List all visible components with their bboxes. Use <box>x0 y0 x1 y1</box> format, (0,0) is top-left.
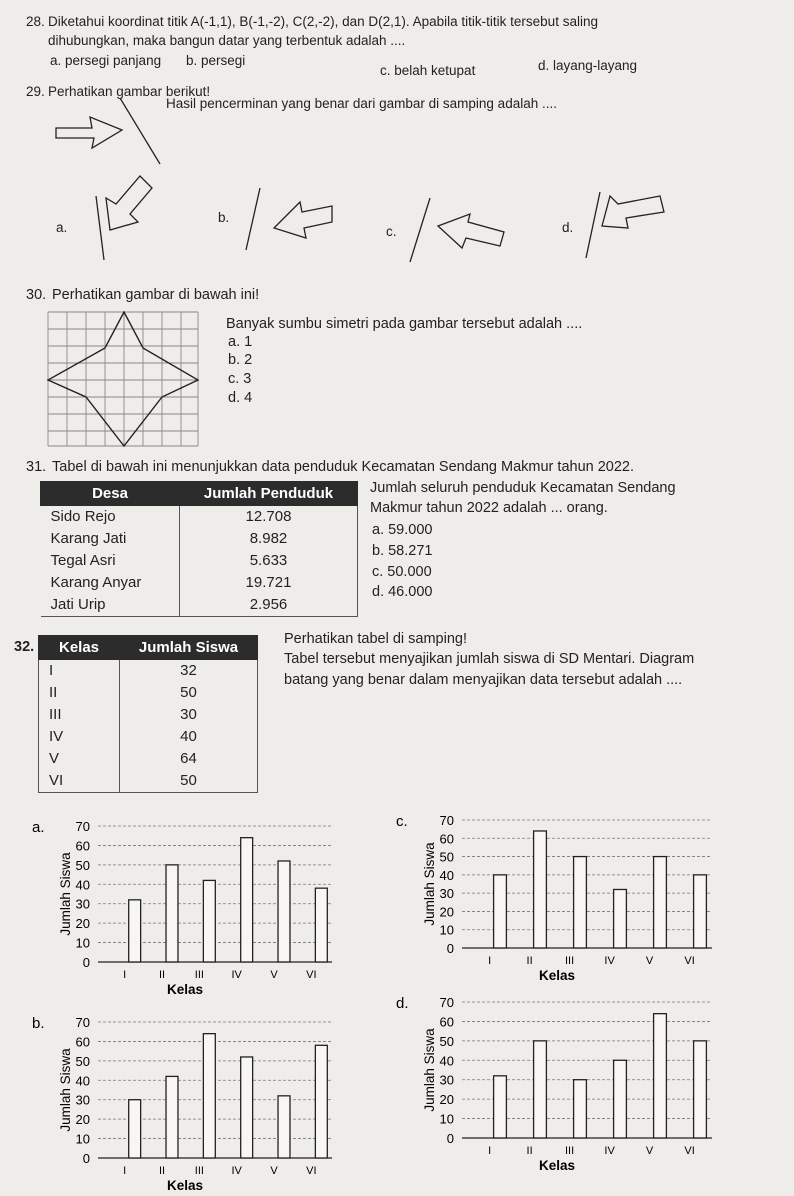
table-row <box>41 594 358 617</box>
bar <box>278 1096 290 1158</box>
q28-number: 28. <box>26 14 45 29</box>
chart-b <box>28 1008 342 1196</box>
q29-option-c: c. <box>386 224 397 239</box>
q30-option-a: a. 1 <box>228 334 253 350</box>
q31-option-d: d. 46.000 <box>372 584 433 600</box>
bar <box>654 1014 667 1138</box>
y-tick-label: 30 <box>439 886 454 902</box>
q28-option-a: a. persegi panjang <box>50 53 162 68</box>
q31-population-table <box>40 481 358 617</box>
y-tick-label: 10 <box>439 1111 454 1127</box>
q32-cell-jumlah: 50 <box>180 684 197 701</box>
chart-option-label: c. <box>396 813 408 830</box>
y-tick-label: 40 <box>75 1073 90 1089</box>
q30-text: Perhatikan gambar di bawah ini! <box>52 287 260 303</box>
x-tick-label: VI <box>684 955 695 967</box>
q32-cell-jumlah: 40 <box>180 728 197 745</box>
y-tick-label: 60 <box>439 1014 454 1030</box>
y-tick-label: 0 <box>82 1151 90 1166</box>
y-tick-label: 70 <box>75 1015 90 1030</box>
table-row <box>39 682 258 704</box>
y-tick-label: 20 <box>439 904 454 920</box>
q32-cell-kelas: III <box>39 704 120 726</box>
x-tick-label: II <box>526 1145 533 1157</box>
x-tick-label: IV <box>231 969 242 981</box>
bar <box>315 888 327 962</box>
y-tick-label: 20 <box>75 1112 90 1128</box>
x-tick-label: I <box>488 1145 492 1157</box>
table-row <box>41 550 358 572</box>
y-tick-label: 0 <box>82 955 90 970</box>
y-axis-label: Jumlah Siswa <box>422 1028 437 1112</box>
x-tick-label: II <box>526 955 533 967</box>
q32-header-jumlah: Jumlah Siswa <box>120 636 258 660</box>
bar <box>494 875 507 948</box>
bar <box>614 889 627 948</box>
table-row <box>39 660 258 683</box>
q32-cell-kelas: II <box>39 682 120 704</box>
bar <box>614 1060 627 1138</box>
q29-option-c-figure <box>396 192 516 272</box>
x-tick-label: IV <box>231 1165 242 1177</box>
q32-number: 32. <box>14 639 35 655</box>
bar <box>494 1076 507 1138</box>
table-row <box>39 704 258 726</box>
x-tick-label: III <box>194 1165 204 1177</box>
q30-star-grid-figure <box>46 310 202 450</box>
q31-cell-desa: Karang Anyar <box>41 572 180 594</box>
q30-number: 30. <box>26 287 47 303</box>
y-tick-label: 10 <box>75 935 90 951</box>
x-tick-label: I <box>123 1165 127 1177</box>
y-tick-label: 30 <box>75 1092 90 1108</box>
x-axis-label: Kelas <box>538 1158 576 1173</box>
x-tick-label: VI <box>306 969 317 981</box>
bar <box>654 857 667 948</box>
x-tick-label: V <box>270 969 278 981</box>
q29-option-a-figure <box>80 168 170 268</box>
q32-cell-jumlah: 64 <box>180 750 197 767</box>
q31-cell-jumlah: 2.956 <box>249 596 288 613</box>
q28-option-b: b. persegi <box>186 53 246 68</box>
bar <box>534 831 547 948</box>
q29-text: Perhatikan gambar berikut! <box>48 84 211 99</box>
q30-question: Banyak sumbu simetri pada gambar tersebut adalah .... <box>226 316 583 332</box>
bar <box>694 1041 707 1138</box>
y-tick-label: 50 <box>439 1033 454 1049</box>
y-tick-label: 10 <box>439 922 454 938</box>
x-tick-label: III <box>565 955 575 967</box>
bar <box>129 1100 141 1158</box>
bar <box>203 880 215 962</box>
q31-cell-jumlah: 8.982 <box>249 530 288 547</box>
q32-header-kelas: Kelas <box>39 636 120 660</box>
q32-text-line3: batang yang benar dalam menyajikan data tersebut adalah .... <box>284 672 683 688</box>
y-tick-label: 20 <box>75 916 90 932</box>
q31-text: Tabel di bawah ini menunjukkan data penduduk Kecamatan Sendang Makmur tahun 2022. <box>52 459 635 475</box>
x-tick-label: I <box>123 969 127 981</box>
q29-option-b: b. <box>218 210 230 225</box>
chart-c <box>392 806 722 986</box>
y-tick-label: 30 <box>75 896 90 912</box>
q31-cell-jumlah: 12.708 <box>245 508 292 525</box>
q29-option-d-figure <box>576 186 676 262</box>
x-tick-label: III <box>194 969 204 981</box>
y-tick-label: 40 <box>75 877 90 893</box>
q29-option-d: d. <box>562 220 574 235</box>
bar <box>694 875 707 948</box>
y-axis-label: Jumlah Siswa <box>58 1048 73 1132</box>
q32-cell-kelas: V <box>39 748 120 770</box>
x-tick-label: VI <box>306 1165 317 1177</box>
q32-text-line2: Tabel tersebut menyajikan jumlah siswa di SD Mentari. Diagram <box>284 651 695 667</box>
x-tick-label: V <box>270 1165 278 1177</box>
q31-cell-desa: Karang Jati <box>41 528 180 550</box>
q29-option-a: a. <box>56 220 68 235</box>
x-tick-label: III <box>565 1145 575 1157</box>
bar <box>534 1041 547 1138</box>
y-tick-label: 50 <box>75 1053 90 1069</box>
q31-header-jumlah: Jumlah Penduduk <box>180 482 358 506</box>
y-tick-label: 30 <box>439 1072 454 1088</box>
x-axis-label: Kelas <box>538 968 576 983</box>
chart-a <box>28 812 342 1000</box>
bar <box>166 865 178 962</box>
y-tick-label: 60 <box>439 831 454 847</box>
bar <box>166 1076 178 1158</box>
q31-option-b: b. 58.271 <box>372 543 433 559</box>
x-axis-label: Kelas <box>166 982 204 997</box>
q28-text-line2: dihubungkan, maka bangun datar yang terbentuk adalah .... <box>48 33 406 48</box>
y-tick-label: 70 <box>439 813 454 828</box>
x-tick-label: VI <box>684 1145 695 1157</box>
y-tick-label: 40 <box>439 867 454 883</box>
q32-students-table <box>38 635 258 793</box>
q31-option-c: c. 50.000 <box>372 564 432 580</box>
q32-cell-jumlah: 30 <box>180 706 197 723</box>
y-tick-label: 70 <box>75 819 90 834</box>
q30-option-b: b. 2 <box>228 352 253 368</box>
q32-cell-kelas: I <box>39 660 120 683</box>
q31-cell-desa: Tegal Asri <box>41 550 180 572</box>
table-row <box>39 770 258 793</box>
x-tick-label: II <box>158 969 166 981</box>
q31-cell-jumlah: 5.633 <box>249 552 288 569</box>
chart-d <box>392 988 722 1176</box>
table-row <box>41 572 358 594</box>
q32-cell-kelas: IV <box>39 726 120 748</box>
y-tick-label: 60 <box>75 1034 90 1050</box>
q31-number: 31. <box>26 459 47 475</box>
q31-header-desa: Desa <box>41 482 180 506</box>
bar <box>278 861 290 962</box>
q31-cell-desa: Sido Rejo <box>41 506 180 529</box>
y-tick-label: 0 <box>446 941 454 956</box>
x-tick-label: II <box>158 1165 166 1177</box>
q32-cell-kelas: VI <box>39 770 120 793</box>
table-row <box>39 726 258 748</box>
chart-option-label: b. <box>32 1015 45 1032</box>
q30-option-d: d. 4 <box>228 390 253 406</box>
bar <box>241 1057 253 1158</box>
bar <box>129 900 141 962</box>
q31-question-line2: Makmur tahun 2022 adalah ... orang. <box>370 500 608 516</box>
q29-option-b-figure <box>236 180 346 260</box>
q29-original-arrow-figure <box>40 92 180 172</box>
bar <box>574 1080 587 1138</box>
table-row <box>39 748 258 770</box>
x-tick-label: V <box>645 955 654 967</box>
q32-text-line1: Perhatikan tabel di samping! <box>284 631 467 647</box>
y-axis-label: Jumlah Siswa <box>422 842 437 926</box>
y-axis-label: Jumlah Siswa <box>58 852 73 936</box>
y-tick-label: 20 <box>439 1092 454 1108</box>
y-tick-label: 10 <box>75 1131 90 1147</box>
x-tick-label: IV <box>604 955 615 967</box>
bar <box>203 1034 215 1158</box>
x-axis-label: Kelas <box>166 1178 204 1193</box>
x-tick-label: IV <box>604 1145 615 1157</box>
q28-text-line1: Diketahui koordinat titik A(-1,1), B(-1,-2), C(2,-2), dan D(2,1). Apabila titik-titik tersebut saling <box>48 14 598 29</box>
y-tick-label: 60 <box>75 838 90 854</box>
y-tick-label: 70 <box>439 995 454 1010</box>
bar <box>315 1045 327 1158</box>
q28-option-c: c. belah ketupat <box>380 63 476 78</box>
q28-option-d: d. layang-layang <box>538 58 638 73</box>
y-tick-label: 50 <box>75 857 90 873</box>
q32-cell-jumlah: 50 <box>180 772 197 789</box>
q32-cell-jumlah: 32 <box>180 662 197 679</box>
q29-question: Hasil pencerminan yang benar dari gambar di samping adalah .... <box>166 96 557 111</box>
chart-option-label: a. <box>32 819 45 836</box>
x-tick-label: V <box>645 1145 654 1157</box>
y-tick-label: 40 <box>439 1053 454 1069</box>
x-tick-label: I <box>488 955 492 967</box>
bar <box>574 857 587 948</box>
q31-question-line1: Jumlah seluruh penduduk Kecamatan Sendang <box>370 480 676 496</box>
table-row <box>41 506 358 529</box>
bar <box>241 838 253 962</box>
q31-cell-desa: Jati Urip <box>41 594 180 617</box>
q30-option-c: c. 3 <box>228 371 252 387</box>
y-tick-label: 50 <box>439 849 454 865</box>
table-row <box>41 528 358 550</box>
q29-number: 29. <box>26 84 45 99</box>
q31-option-a: a. 59.000 <box>372 522 433 538</box>
y-tick-label: 0 <box>446 1131 454 1146</box>
chart-option-label: d. <box>396 995 409 1012</box>
q31-cell-jumlah: 19.721 <box>245 574 292 591</box>
